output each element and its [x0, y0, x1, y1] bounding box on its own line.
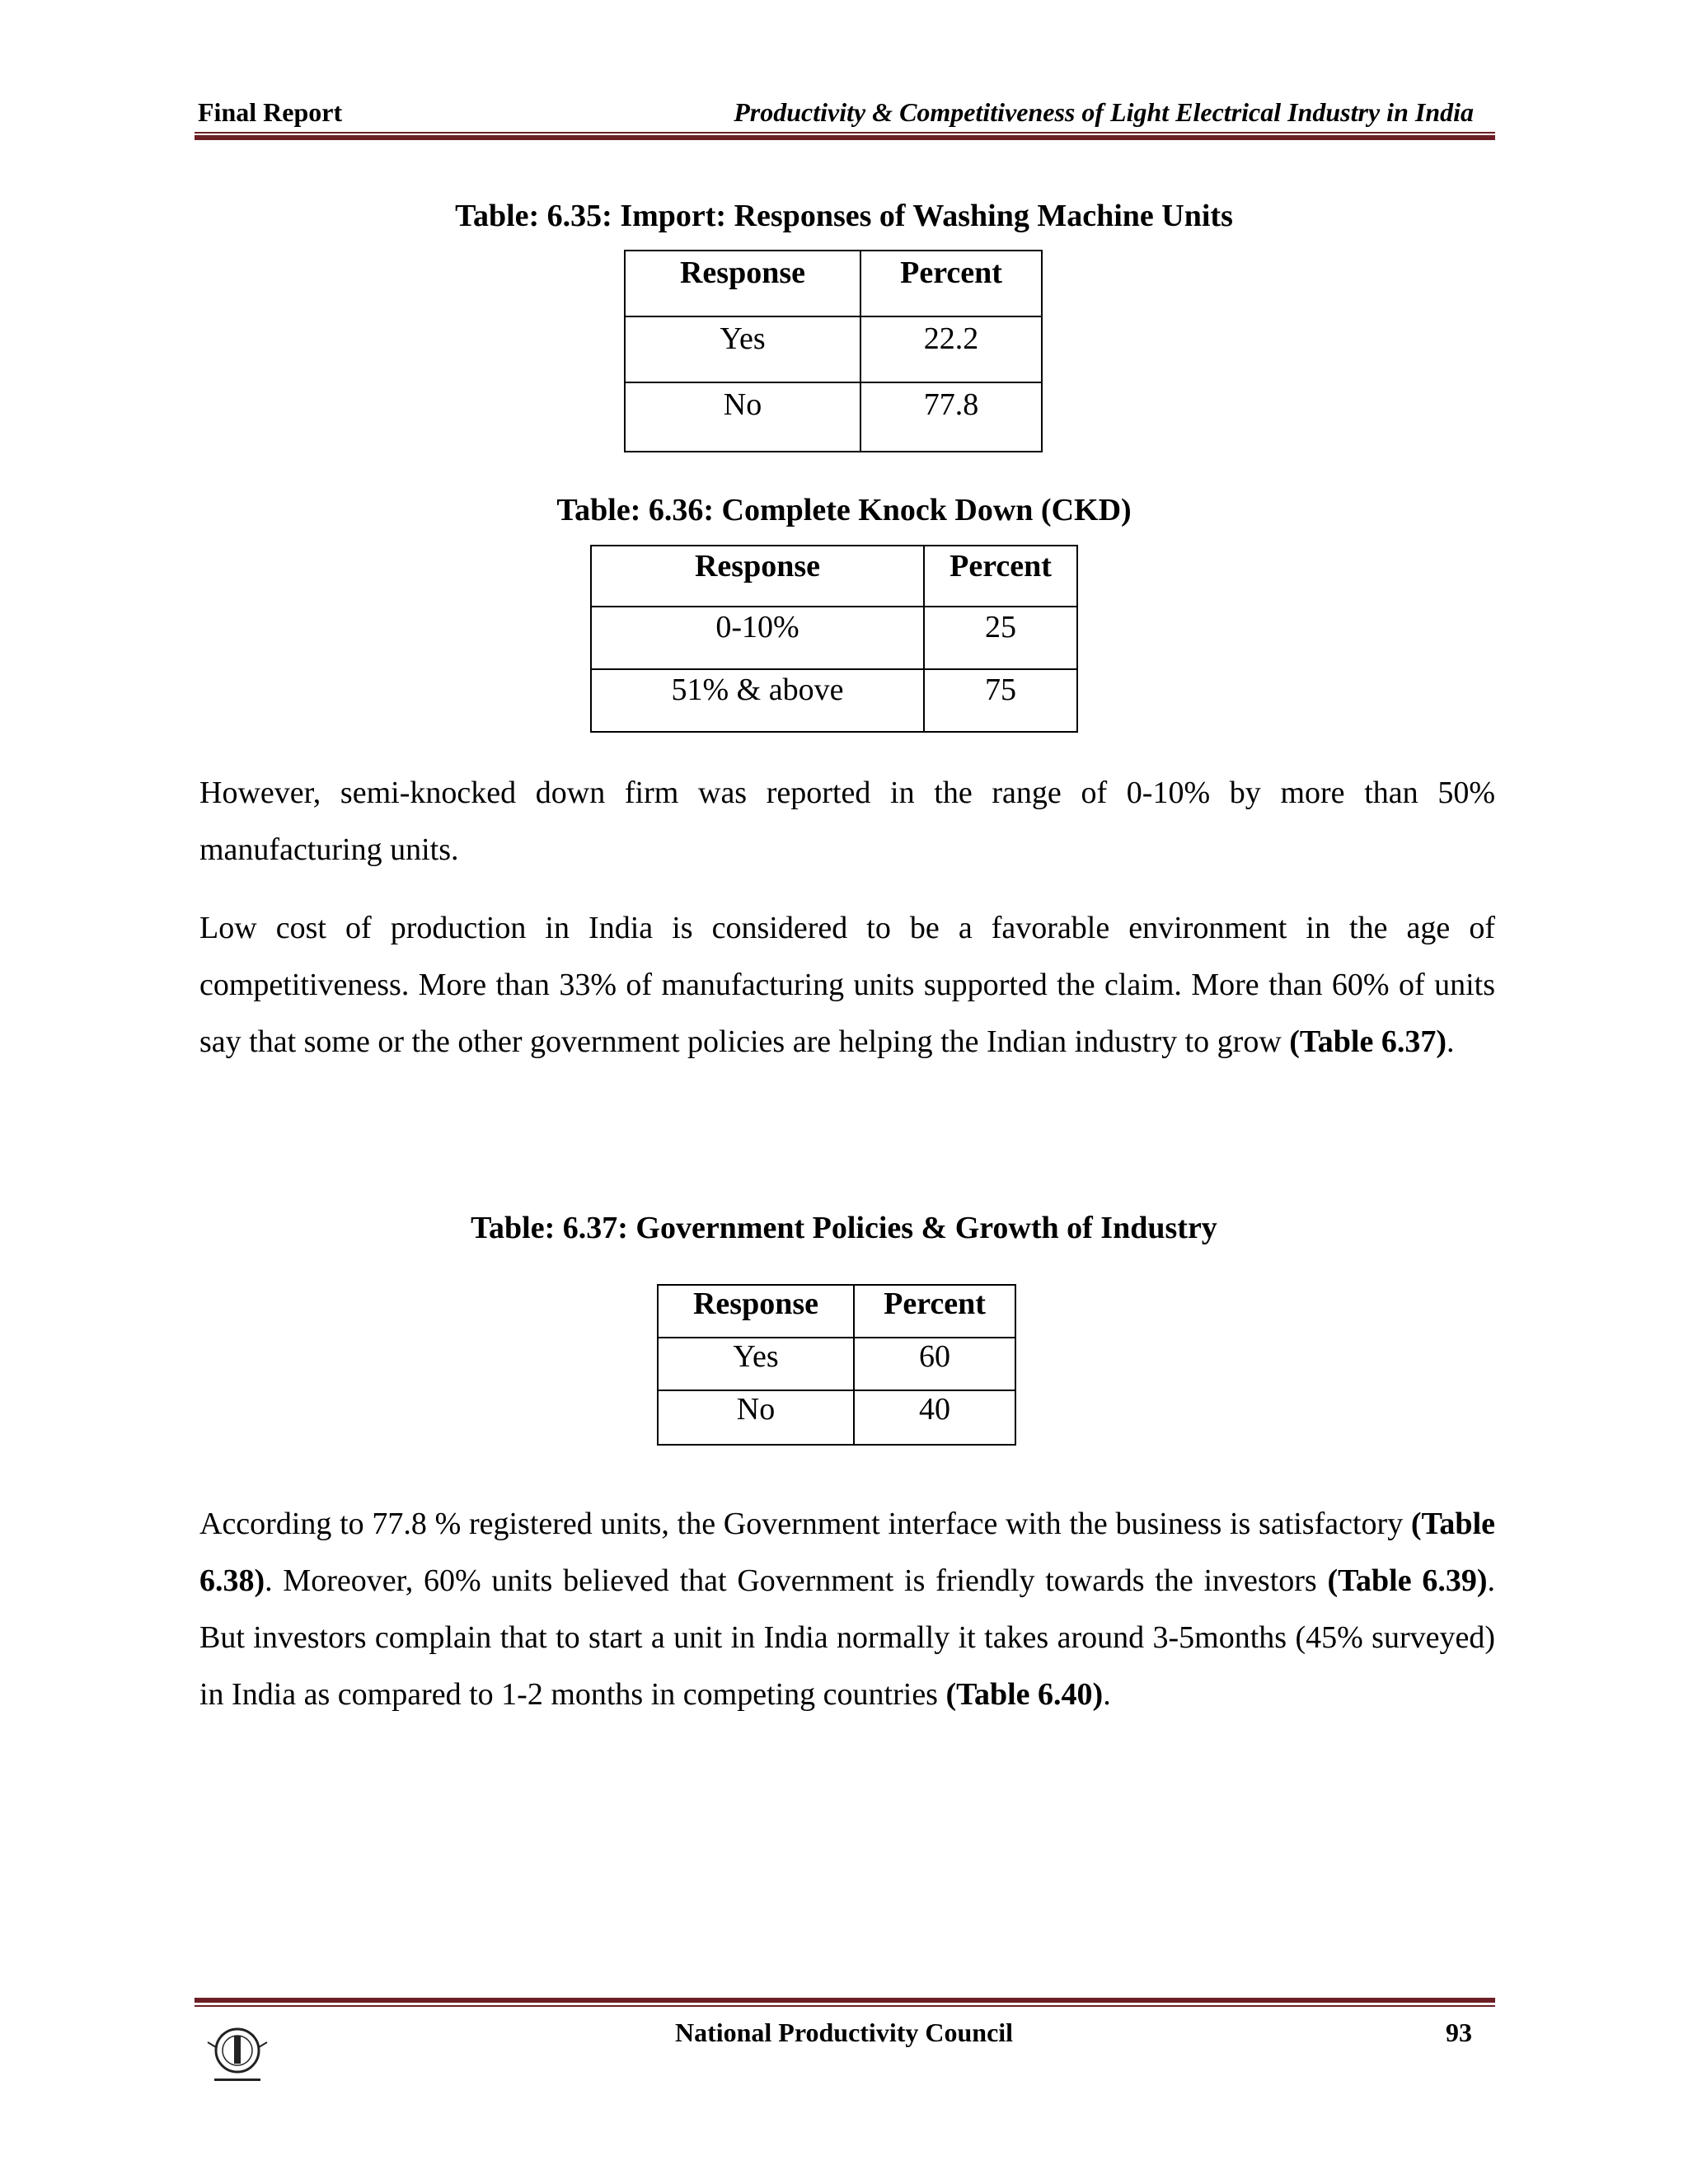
header-report-label: Final Report — [198, 97, 343, 127]
paragraph-end: . — [1103, 1677, 1111, 1712]
cell-percent: 77.8 — [860, 382, 1042, 452]
table-636-caption: Table: 6.36: Complete Knock Down (CKD) — [556, 493, 1132, 527]
column-header-percent: Percent — [924, 546, 1077, 607]
table-row — [591, 607, 1077, 669]
paragraph-text: Low cost of production in India is considered to be a favorable environment in the age of competitiveness. More than 33% of manufacturing units supported the claim. More than 60% of units say that some or the other government policies are helping the Indian industry to grow — [199, 911, 1495, 1059]
table-header-row — [591, 546, 1077, 607]
column-header-response: Response — [625, 251, 860, 316]
cell-percent: 60 — [854, 1338, 1015, 1390]
paragraph-end: . — [1447, 1024, 1455, 1059]
table-reference: (Table 6.39) — [1327, 1563, 1488, 1598]
paragraph-text: . Moreover, 60% units believed that Government is friendly towards the investors — [265, 1563, 1328, 1598]
table-row — [625, 316, 1042, 382]
column-header-response: Response — [658, 1285, 854, 1338]
cell-response: Yes — [658, 1338, 854, 1390]
paragraph-text: . But investors complain that to start a unit in India normally it takes around 3-5months (45% surveyed) in India as compared to 1-2 months in competing countries — [199, 1563, 1495, 1712]
table-637-caption: Table: 6.37: Government Policies & Growth of Industry — [471, 1211, 1217, 1245]
paragraph-low-cost-production — [199, 900, 1495, 1071]
table-637 — [657, 1284, 1016, 1446]
table-row — [625, 382, 1042, 452]
cell-response: 0-10% — [591, 607, 924, 669]
cell-percent: 75 — [924, 669, 1077, 732]
table-row — [658, 1338, 1015, 1390]
footer-rule-thin — [195, 2005, 1495, 2007]
column-header-response: Response — [591, 546, 924, 607]
cell-percent: 25 — [924, 607, 1077, 669]
page-number: 93 — [1446, 2018, 1472, 2047]
paragraph-government-interface — [199, 1496, 1495, 1723]
table-header-row — [658, 1285, 1015, 1338]
cell-percent: 22.2 — [860, 316, 1042, 382]
table-reference: (Table 6.38) — [199, 1507, 1495, 1598]
table-reference: (Table 6.40) — [945, 1677, 1104, 1712]
cell-response: 51% & above — [591, 669, 924, 732]
cell-response: Yes — [625, 316, 860, 382]
header-rule-thin — [195, 132, 1495, 134]
footer-rule-thick — [195, 1998, 1495, 2003]
table-635 — [624, 250, 1043, 452]
header-rule-thick — [195, 135, 1495, 140]
column-header-percent: Percent — [854, 1285, 1015, 1338]
cell-percent: 40 — [854, 1390, 1015, 1445]
footer-organization: National Productivity Council — [674, 2018, 1014, 2047]
table-635-caption: Table: 6.35: Import: Responses of Washing Machine Units — [455, 199, 1233, 233]
paragraph-text: According to 77.8 % registered units, the Government interface with the business is satisfactory — [199, 1507, 1411, 1541]
paragraph-semi-knocked-down: However, semi-knocked down firm was reported in the range of 0-10% by more than 50% manufacturing units. — [199, 776, 1495, 867]
cell-response: No — [658, 1390, 854, 1445]
column-header-percent: Percent — [860, 251, 1042, 316]
cell-response: No — [625, 382, 860, 452]
table-reference: (Table 6.37) — [1289, 1024, 1447, 1059]
table-636 — [590, 545, 1078, 733]
table-row — [658, 1390, 1015, 1445]
header-title: Productivity & Competitiveness of Light Electrical Industry in India — [734, 97, 1474, 127]
table-row — [591, 669, 1077, 732]
table-header-row — [625, 251, 1042, 316]
